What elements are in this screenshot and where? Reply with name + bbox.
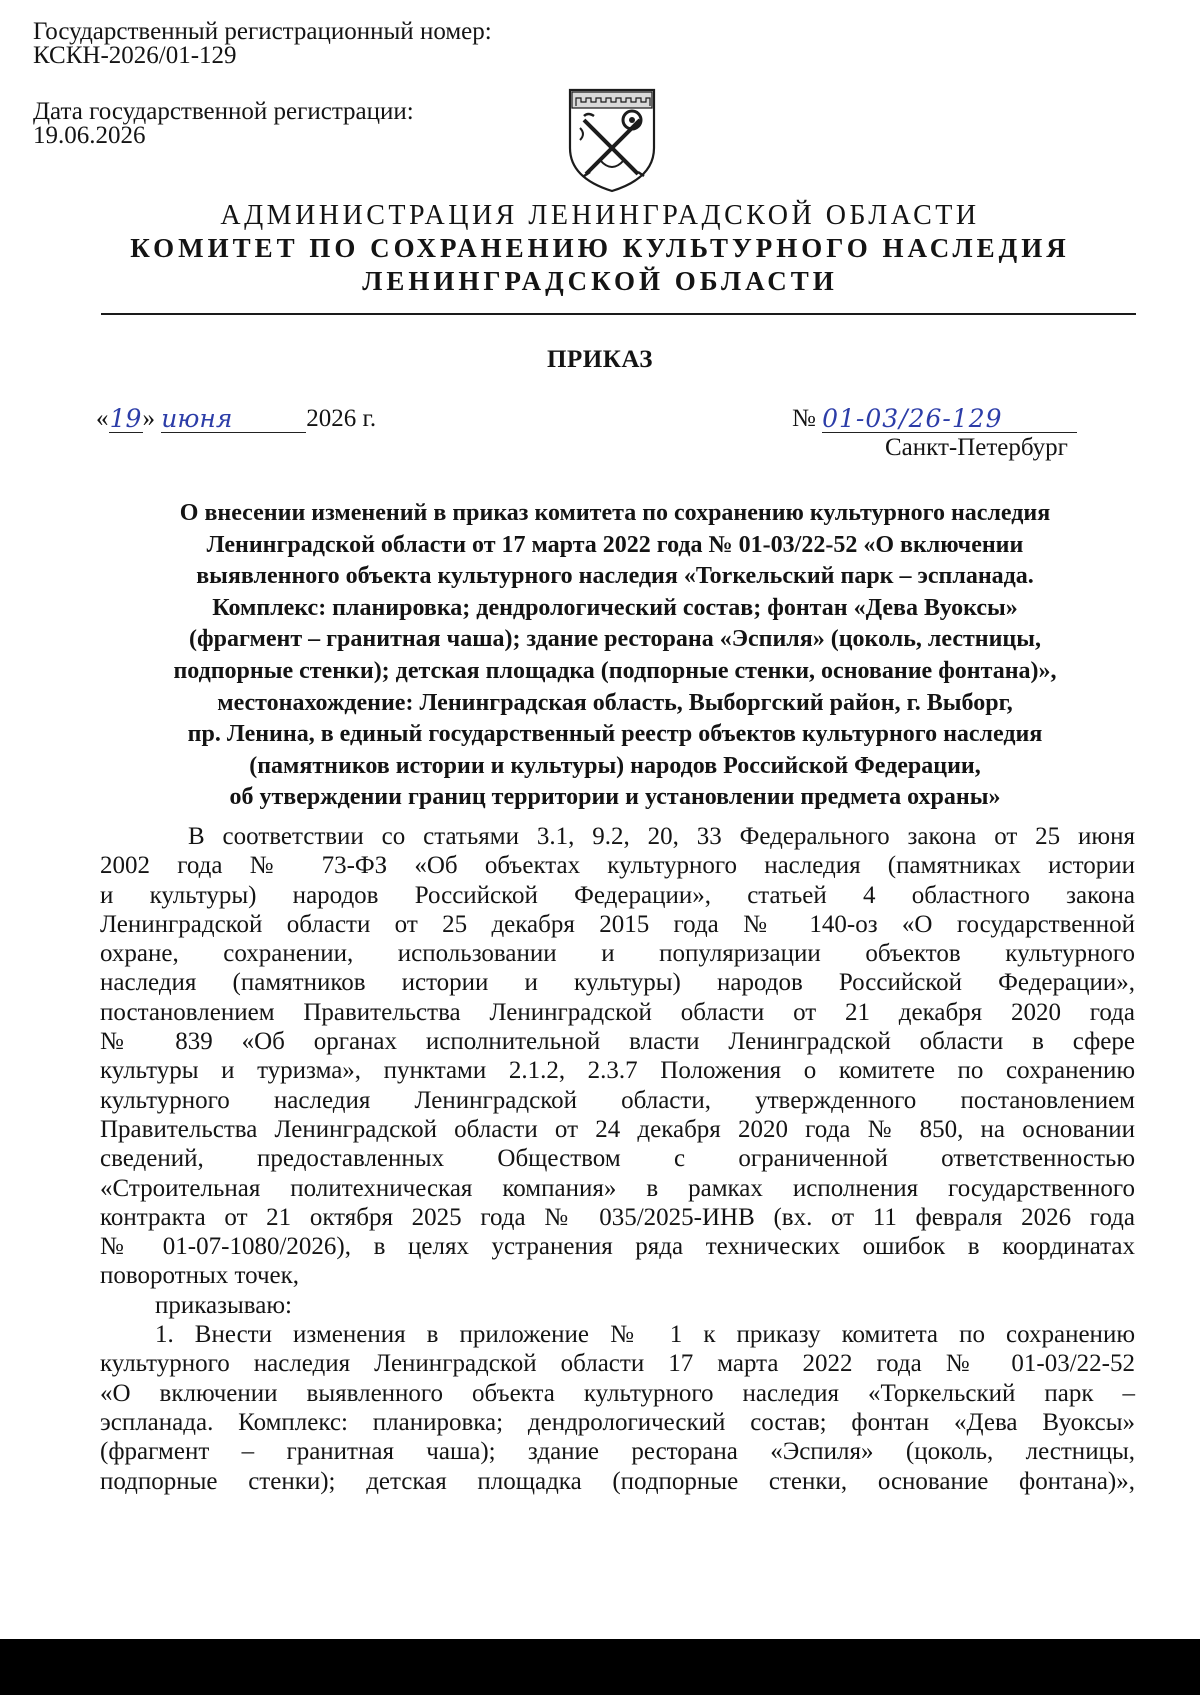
preamble-line: культурного наследия Ленинградской области, утвержденного постановлением (100, 1086, 1135, 1114)
preamble-line: постановлением Правительства Ленинградской области от 21 декабря 2020 года (100, 998, 1135, 1026)
order-title-line: об утверждении границ территории и установлении предмета охраны» (229, 784, 1001, 811)
order-title-line: О внесении изменений в приказ комитета по сохранению культурного наследия (179, 500, 1051, 526)
preamble-line: наследия (памятников истории и культуры) народов Российской Федерации», (100, 969, 1135, 997)
order-title-line: Комплекс: планировка; дендрологический состав; фонтан «Дева Вуоксы» (212, 594, 1018, 621)
item-1-line: подпорные стенки); детская площадка (подпорные стенки, основание фонтана)», (100, 1467, 1135, 1495)
preamble-line: контракта от 21 октября 2025 года № 035/2025-ИНВ (вх. от 11 февраля 2026 года (100, 1203, 1135, 1231)
decree-word: приказываю: (155, 1291, 292, 1319)
registration-number-label: Государственный регистрационный номер: (33, 18, 492, 45)
document-type-title: ПРИКАЗ (547, 346, 653, 373)
registration-date-block (33, 100, 414, 148)
order-title-line: (фрагмент – гранитная чаша); здание ресторана «Эспиля» (цоколь, лестницы, (189, 626, 1041, 653)
preamble-line: Ленинградской области от 25 декабря 2015 года № 140-оз «О государственной (100, 910, 1135, 938)
header-divider (101, 313, 1136, 315)
preamble-line: «Строительная политехническая компания» в рамках исполнения государственного (100, 1174, 1135, 1202)
preamble-line: сведений, предоставленных Обществом с ограниченной ответственностью (100, 1145, 1135, 1173)
order-title (110, 498, 1120, 814)
order-place: Санкт-Петербург (885, 434, 1068, 461)
date-year: 2026 г. (306, 405, 377, 432)
registration-date-value: 19.06.2026 (33, 122, 146, 149)
order-number-sign: № (792, 405, 816, 432)
date-day-handwritten: 19 (109, 404, 142, 433)
committee-heading: КОМИТЕТ ПО СОХРАНЕНИЮ КУЛЬТУРНОГО НАСЛЕДИЯ (130, 233, 1070, 263)
item-1-line: культурного наследия Ленинградской области 17 марта 2022 года № 01-03/22-52 (100, 1350, 1135, 1378)
order-number-field (822, 404, 1077, 433)
coat-of-arms-emblem (566, 86, 658, 194)
date-open-quote: « (96, 405, 109, 432)
order-number (792, 404, 1077, 433)
order-date (96, 404, 376, 433)
preamble-line: № 01-07-1080/2026), в целях устранения ряда технических ошибок в координатах (100, 1233, 1135, 1261)
date-close-quote: » (142, 405, 155, 432)
registration-date-label: Дата государственной регистрации: (33, 98, 414, 125)
item-1-line: эспланада. Комплекс: планировка; дендрологический состав; фонтан «Дева Вуоксы» (100, 1408, 1135, 1436)
order-title-line: выявленного объекта культурного наследия «Torкельский парк – эспланада. (196, 563, 1034, 590)
preamble-line: культуры и туризма», пунктами 2.1.2, 2.3.7 Положения о комитете по сохранению (100, 1057, 1135, 1085)
registration-number-block (33, 20, 492, 68)
scan-bottom-border (0, 1639, 1200, 1695)
preamble-line: охране, сохранении, использовании и популяризации объектов культурного (100, 940, 1135, 968)
order-title-line: пр. Ленина, в единый государственный реестр объектов культурного наследия (187, 721, 1043, 748)
preamble-line: В соответствии со статьями 3.1, 9.2, 20, 33 Федерального закона от 25 июня (188, 823, 1135, 850)
date-day-field (109, 404, 143, 433)
item-1-line: «О включении выявленного объекта культурного наследия «Торкельский парк – (100, 1379, 1135, 1407)
date-month-field (161, 404, 306, 433)
order-body (100, 822, 1135, 1496)
preamble-line: и культуры) народов Российской Федерации», статьей 4 областного закона (100, 881, 1135, 909)
date-month-handwritten: июня (161, 404, 233, 433)
order-title-line: (памятников истории и культуры) народов Российской Федерации, (249, 752, 981, 779)
order-title-line: подпорные стенки); детская площадка (подпорные стенки, основание фонтана)», (173, 657, 1057, 684)
preamble-line: № 839 «Об органах исполнительной власти Ленинградской области в сфере (100, 1028, 1135, 1056)
order-title-line: Ленинградской области от 17 марта 2022 года № 01-03/22-52 «О включении (206, 531, 1024, 558)
order-title-line: местонахождение: Ленинградская область, Выборгский район, г. Выборг, (217, 689, 1013, 716)
preamble-line: 2002 года № 73-ФЗ «Об объектах культурного наследия (памятниках истории (100, 852, 1135, 880)
preamble-line: поворотных точек, (100, 1262, 300, 1290)
registration-number-value: КСКН-2026/01-129 (33, 42, 237, 69)
committee-heading-region: ЛЕНИНГРАДСКОЙ ОБЛАСТИ (362, 266, 838, 296)
item-1-line: (фрагмент – гранитная чаша); здание ресторана «Эспиля» (цоколь, лестницы, (100, 1438, 1135, 1466)
order-number-handwritten: 01-03/26-129 (822, 404, 1003, 433)
preamble-line: Правительства Ленинградской области от 24 декабря 2020 года № 850, на основании (100, 1115, 1135, 1143)
administration-heading: АДМИНИСТРАЦИЯ ЛЕНИНГРАДСКОЙ ОБЛАСТИ (220, 200, 980, 231)
item-1-line: 1. Внести изменения в приложение № 1 к приказу комитета по сохранению (155, 1321, 1135, 1349)
